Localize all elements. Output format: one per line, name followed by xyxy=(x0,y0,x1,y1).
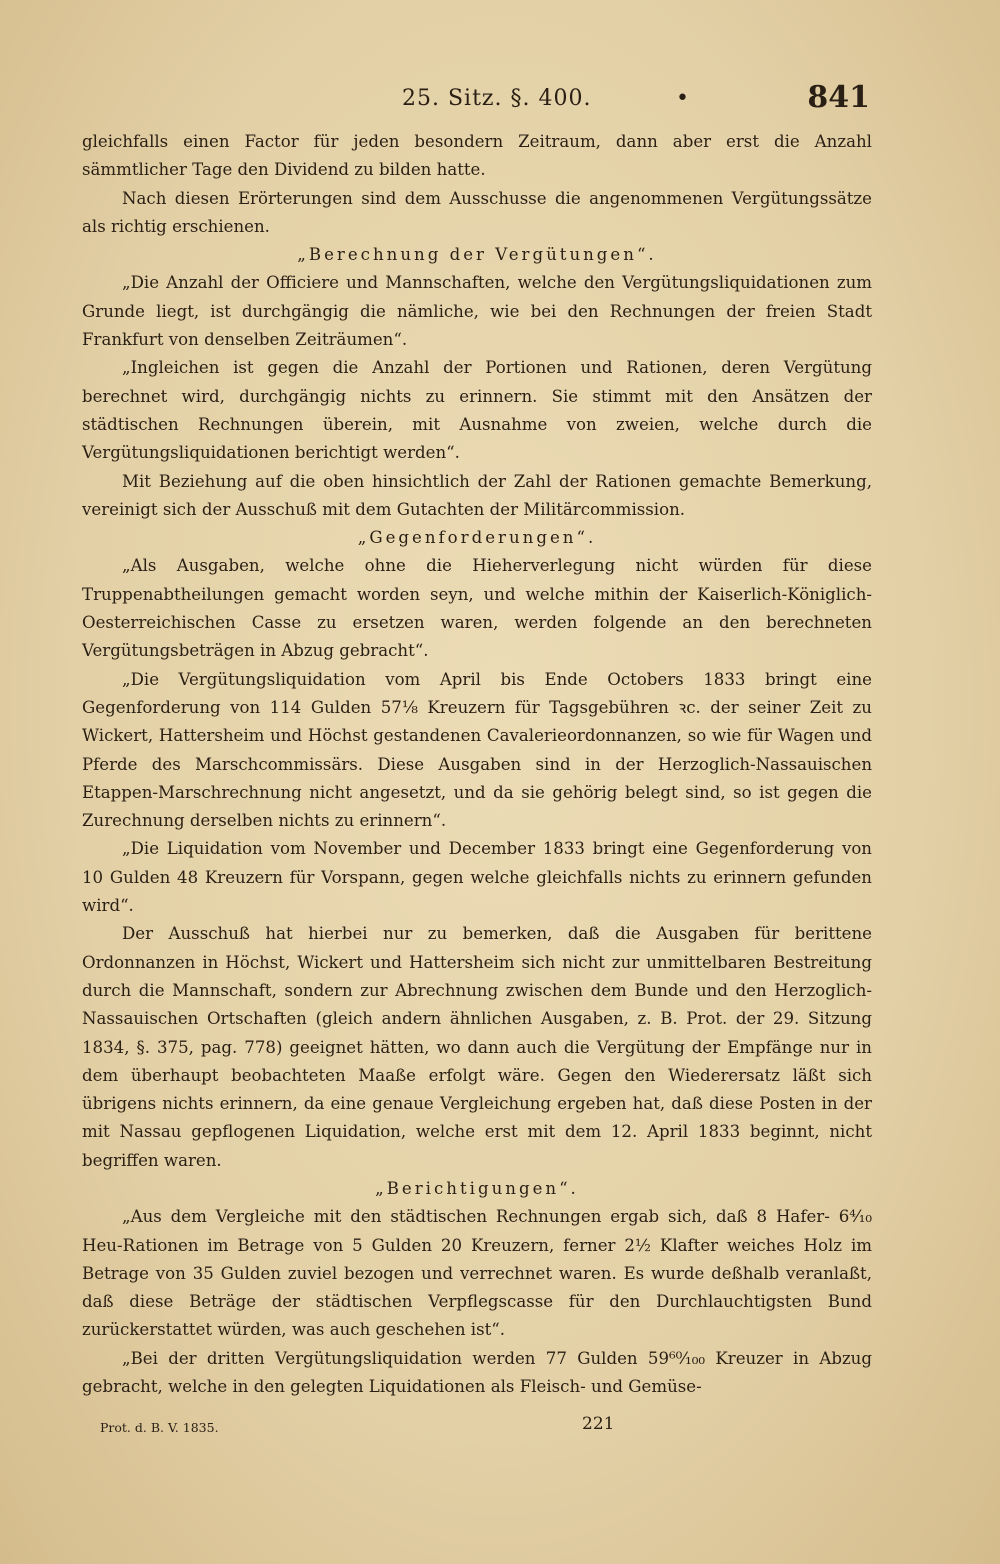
page-number: 841 xyxy=(807,80,870,115)
paragraph: gleichfalls einen Factor für jeden besondern Zeitraum, dann aber erst die Anzahl sämmtlicher Tage den Dividend zu bilden hatte. xyxy=(82,132,872,180)
sheet-number: 221 xyxy=(582,1414,615,1434)
page-header xyxy=(84,80,870,120)
paragraph: „Die Liquidation vom November und December 1833 bringt eine Gegenforderung von 10 Gulden 48 Kreuzern für Vorspann, gegen welche gleichfalls nichts zu erinnern gefunden wird“. xyxy=(82,839,872,916)
signature-mark: Prot. d. B. V. 1835. xyxy=(100,1420,219,1435)
paragraph: „Bei der dritten Vergütungsliquidation werden 77 Gulden 59⁶⁰⁄₁₀₀ Kreuzer in Abzug gebracht, welche in den gelegten Liquidationen als Fleisch- und Gemüse- xyxy=(82,1348,872,1397)
paragraph: „Ingleichen ist gegen die Anzahl der Portionen und Rationen, deren Vergütung berechnet wird, durchgängig nichts zu erinnern. Sie stimmt mit den Ansätzen der städtischen Rechnungen überein, mit Ausnahme von zweien, welche durch die Vergütungsliquidationen berichtigt werden“. xyxy=(82,358,872,463)
paragraph: Nach diesen Erörterungen sind dem Ausschusse die angenommenen Vergütungssätze als richtig erschienen. xyxy=(82,188,872,236)
paragraph: Mit Beziehung auf die oben hinsichtlich der Zahl der Rationen gemachte Bemerkung, vereinigt sich der Ausschuß mit dem Gutachten der Militärcommission. xyxy=(82,471,872,519)
paragraph: „Die Anzahl der Officiere und Mannschaften, welche den Vergütungsliquidationen zum Grunde liegt, ist durchgängig die nämliche, wie bei den Rechnungen der freien Stadt Frankfurt von denselben Zeiträumen“. xyxy=(82,273,872,350)
paragraph: „Aus dem Vergleiche mit den städtischen Rechnungen ergab sich, daß 8 Hafer- 6⁴⁄₁₀ Heu-Rationen im Betrage von 5 Gulden 20 Kreuzern, ferner 2½ Klafter weiches Holz im Betrage von 35 Gulden zuviel bezogen und verrechnet waren. Es wurde deßhalb veranlaßt, daß diese Beträge der städtischen Verpflegscasse für den Durchlauchtigsten Bund zurückerstattet würden, was auch geschehen ist“. xyxy=(82,1207,872,1340)
page-body xyxy=(82,128,872,1401)
running-head: 25. Sitz. §. 400. xyxy=(402,86,592,111)
header-dot: • xyxy=(676,86,689,111)
page-footer xyxy=(100,1414,860,1444)
section-heading: „Berichtigungen“. xyxy=(375,1178,579,1198)
section-heading: „Gegenforderungen“. xyxy=(357,528,597,548)
paragraph: „Die Vergütungsliquidation vom April bis Ende Octobers 1833 bringt eine Gegenforderung von 114 Gulden 57⅛ Kreuzern für Tagsgebühren ꝛc. der seiner Zeit zu Wickert, Hattersheim und Höchst gestandenen Cavalerieordonnanzen, so wie für Wagen und Pferde des Marschcommissärs. Diese Ausgaben sind in der Herzoglich-Nassauischen Etappen-Marschrechnung nicht angesetzt, und da sie gehörig belegt sind, so ist gegen die Zurechnung derselben nichts zu erinnern“. xyxy=(82,669,872,831)
paragraph: „Als Ausgaben, welche ohne die Hieherverlegung nicht würden für diese Truppenabtheilungen gemacht worden seyn, und welche mithin der Kaiserlich-Königlich-Oesterreichischen Casse zu ersetzen waren, werden folgende an den berechneten Vergütungsbeträgen in Abzug gebracht“. xyxy=(82,556,872,661)
section-heading: „Berechnung der Vergütungen“. xyxy=(297,245,657,265)
paragraph: Der Ausschuß hat hierbei nur zu bemerken, daß die Ausgaben für berittene Ordonnanzen in Höchst, Wickert und Hattersheim sich nicht zur unmittelbaren Bestreitung durch die Mannschaft, sondern zur Abrechnung zwischen dem Bunde und den Herzoglich-Nassauischen Ortschaften (gleich andern ähnlichen Ausgaben, z. B. Prot. der 29. Sitzung 1834, §. 375, pag. 778) geeignet hätten, wo dann auch die Vergütung der Empfänge nur in dem überhaupt beobachteten Maaße erfolgt wäre. Gegen den Wiederersatz läßt sich übrigens nichts erinnern, da eine genaue Vergleichung ergeben hat, daß diese Posten in der mit Nassau gepflogenen Liquidation, welche erst mit dem 12. April 1833 beginnt, nicht begriffen waren. xyxy=(82,924,872,1170)
